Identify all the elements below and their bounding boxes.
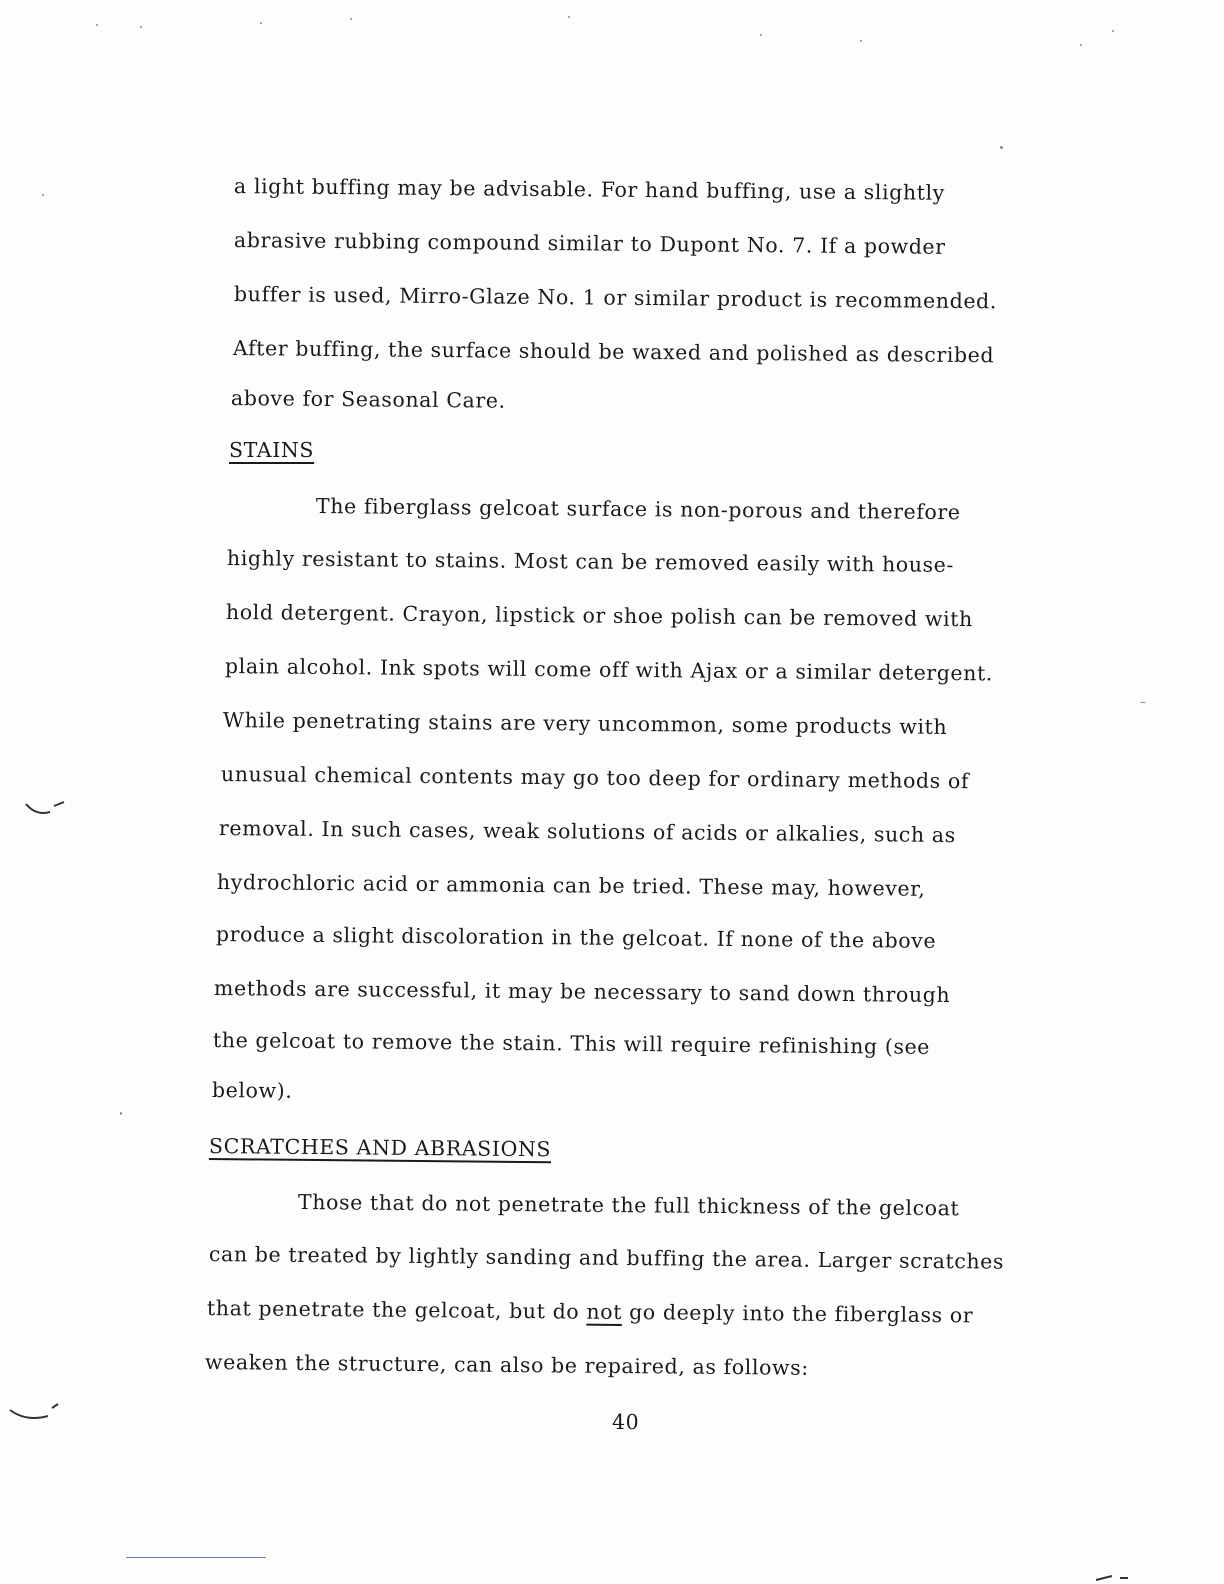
corner-mark-icon [1094,1572,1134,1584]
text-fragment: that penetrate the gelcoat, but do [206,1296,587,1324]
scan-speck [1080,44,1082,46]
scan-speck [1000,146,1003,149]
section-heading-stains: STAINS [229,438,315,462]
scan-speck [1112,30,1114,32]
scan-speck [1140,702,1146,703]
text-line: can be treated by lightly sanding and buffing the area. Larger scratches [208,1242,1005,1274]
text-line: a light buffing may be advisable. For hand buffing, use a slightly [233,174,946,205]
text-line: hydrochloric acid or ammonia can be tried. These may, however, [216,870,926,901]
text-line: hold detergent. Crayon, lipstick or shoe polish can be removed with [225,600,974,632]
binder-mark-icon [8,1400,62,1426]
text-line: plain alcohol. Ink spots will come off with Ajax or a similar detergent. [224,654,994,686]
binder-mark-icon [24,796,70,824]
text-line: the gelcoat to remove the stain. This will require refinishing (see [212,1028,931,1059]
text-line: below). [211,1078,293,1103]
text-line: highly resistant to stains. Most can be removed easily with house- [226,546,955,577]
scan-speck [120,1112,122,1115]
text-line: Those that do not penetrate the full thickness of the gelcoat [297,1190,960,1221]
section-heading-scratches: SCRATCHES AND ABRASIONS [208,1134,552,1162]
text-line: above for Seasonal Care. [230,386,506,413]
text-line: The fiberglass gelcoat surface is non-porous and therefore [315,494,961,525]
text-line: unusual chemical contents may go too deep for ordinary methods of [220,762,970,794]
emphasis-not: not [586,1299,623,1324]
scan-speck [350,18,352,20]
scan-speck [140,26,142,28]
text-line: After buffing, the surface should be waxed and polished as described [232,336,995,368]
text-line: weaken the structure, can also be repaired, as follows: [204,1350,809,1380]
text-line [207,1298,973,1326]
text-fragment: go deeply into the fiberglass or [621,1299,974,1328]
scan-speck [96,24,98,26]
text-line: methods are successful, it may be necessary to sand down through [213,976,951,1008]
scan-speck [42,194,44,196]
scan-speck [860,40,862,42]
text-line: produce a slight discoloration in the gelcoat. If none of the above [215,922,937,953]
page-number: 40 [612,1410,640,1434]
scan-speck [260,22,262,24]
text-line: While penetrating stains are very uncommon, some products with [222,708,948,739]
text-line: removal. In such cases, weak solutions of acids or alkalies, such as [218,816,956,848]
text-line: abrasive rubbing compound similar to Dupont No. 7. If a powder [233,228,946,259]
bottom-rule [126,1557,266,1558]
scan-speck [568,16,570,18]
text-line: buffer is used, Mirro-Glaze No. 1 or similar product is recommended. [233,282,998,314]
scan-speck [760,34,762,36]
